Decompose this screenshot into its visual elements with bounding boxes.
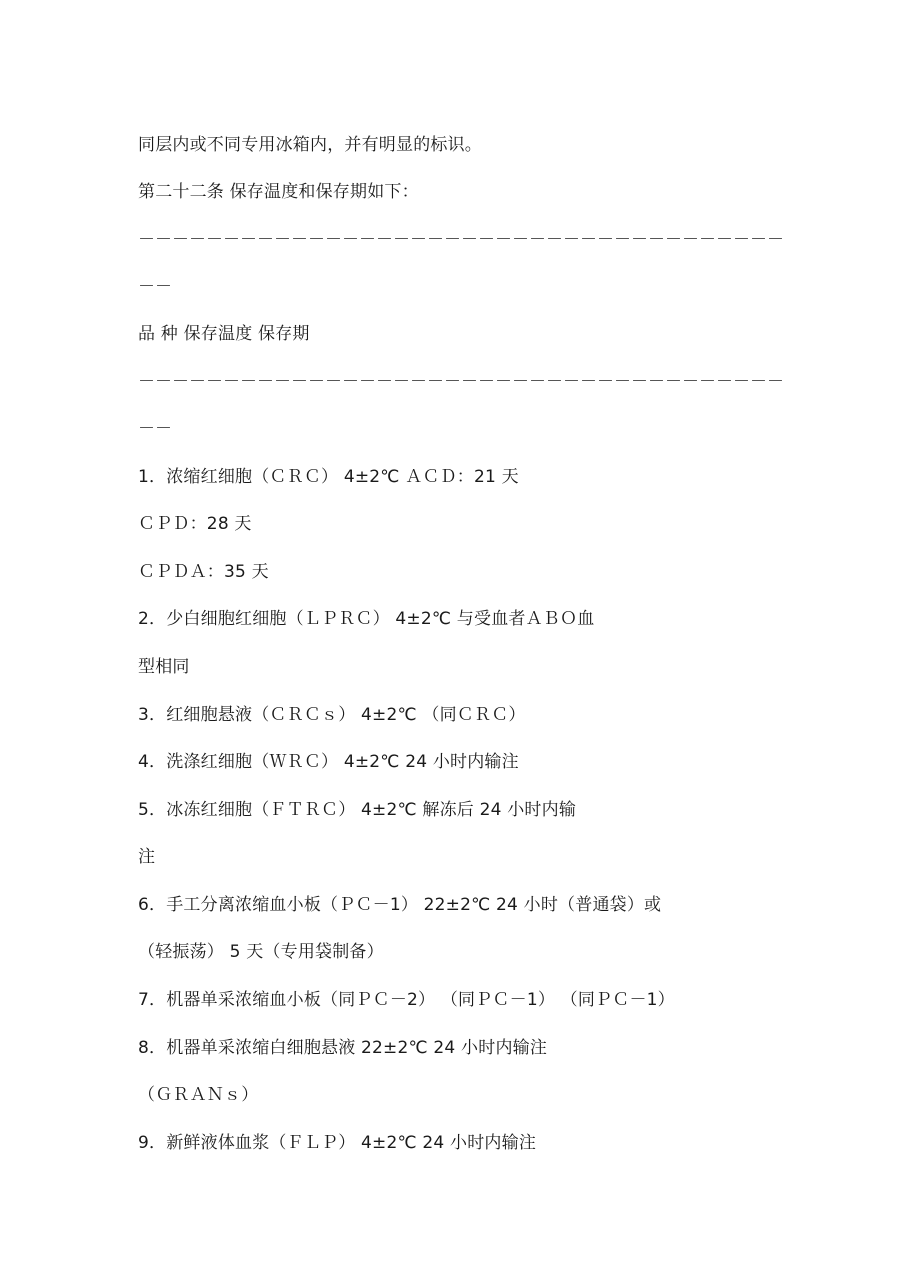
table-row-5: 5．冰冻红细胞（ＦＴＲＣ） 4±2℃ 解冻后 24 小时内输	[138, 800, 577, 820]
table-header-rule-tail: －－	[138, 419, 172, 439]
table-row-2: 2．少白细胞红细胞（ＬＰＲＣ） 4±2℃ 与受血者ＡＢＯ血	[138, 609, 595, 629]
table-row-2-cont: 型相同	[138, 657, 190, 677]
table-row-1-cpda: ＣＰＤＡ：35 天	[138, 562, 269, 582]
text-line-continuation: 同层内或不同专用冰箱内，并有明显的标识。	[138, 135, 482, 155]
table-row-1: 1．浓缩红细胞（ＣＲＣ） 4±2℃ ＡＣＤ：21 天	[138, 467, 519, 487]
table-row-3: 3．红细胞悬液（ＣＲＣｓ） 4±2℃ （同ＣＲＣ）	[138, 705, 526, 725]
table-row-9: 9．新鲜液体血浆（ＦＬＰ） 4±2℃ 24 小时内输注	[138, 1133, 537, 1153]
table-header-rule: －－－－－－－－－－－－－－－－－－－－－－－－－－－－－－－－－－－－－－	[138, 372, 784, 392]
article-22-heading: 第二十二条 保存温度和保存期如下：	[138, 182, 419, 202]
table-row-6-cont: （轻振荡） 5 天（专用袋制备）	[138, 942, 384, 962]
table-row-4: 4．洗涤红细胞（ＷＲＣ） 4±2℃ 24 小时内输注	[138, 752, 519, 772]
table-row-7: 7．机器单采浓缩血小板（同ＰＣ－2） （同ＰＣ－1） （同ＰＣ－1）	[138, 990, 675, 1010]
table-header-row: 品 种 保存温度 保存期	[138, 324, 310, 344]
table-row-1-cpd: ＣＰＤ：28 天	[138, 514, 252, 534]
table-top-rule-tail: －－	[138, 277, 172, 297]
table-row-5-cont: 注	[138, 847, 156, 867]
table-top-rule: －－－－－－－－－－－－－－－－－－－－－－－－－－－－－－－－－－－－－－	[138, 230, 784, 250]
table-row-6: 6．手工分离浓缩血小板（ＰＣ－1） 22±2℃ 24 小时（普通袋）或	[138, 895, 662, 915]
table-row-8-cont: （ＧＲＡＮｓ）	[138, 1085, 259, 1105]
table-row-8: 8．机器单采浓缩白细胞悬液 22±2℃ 24 小时内输注	[138, 1038, 548, 1058]
